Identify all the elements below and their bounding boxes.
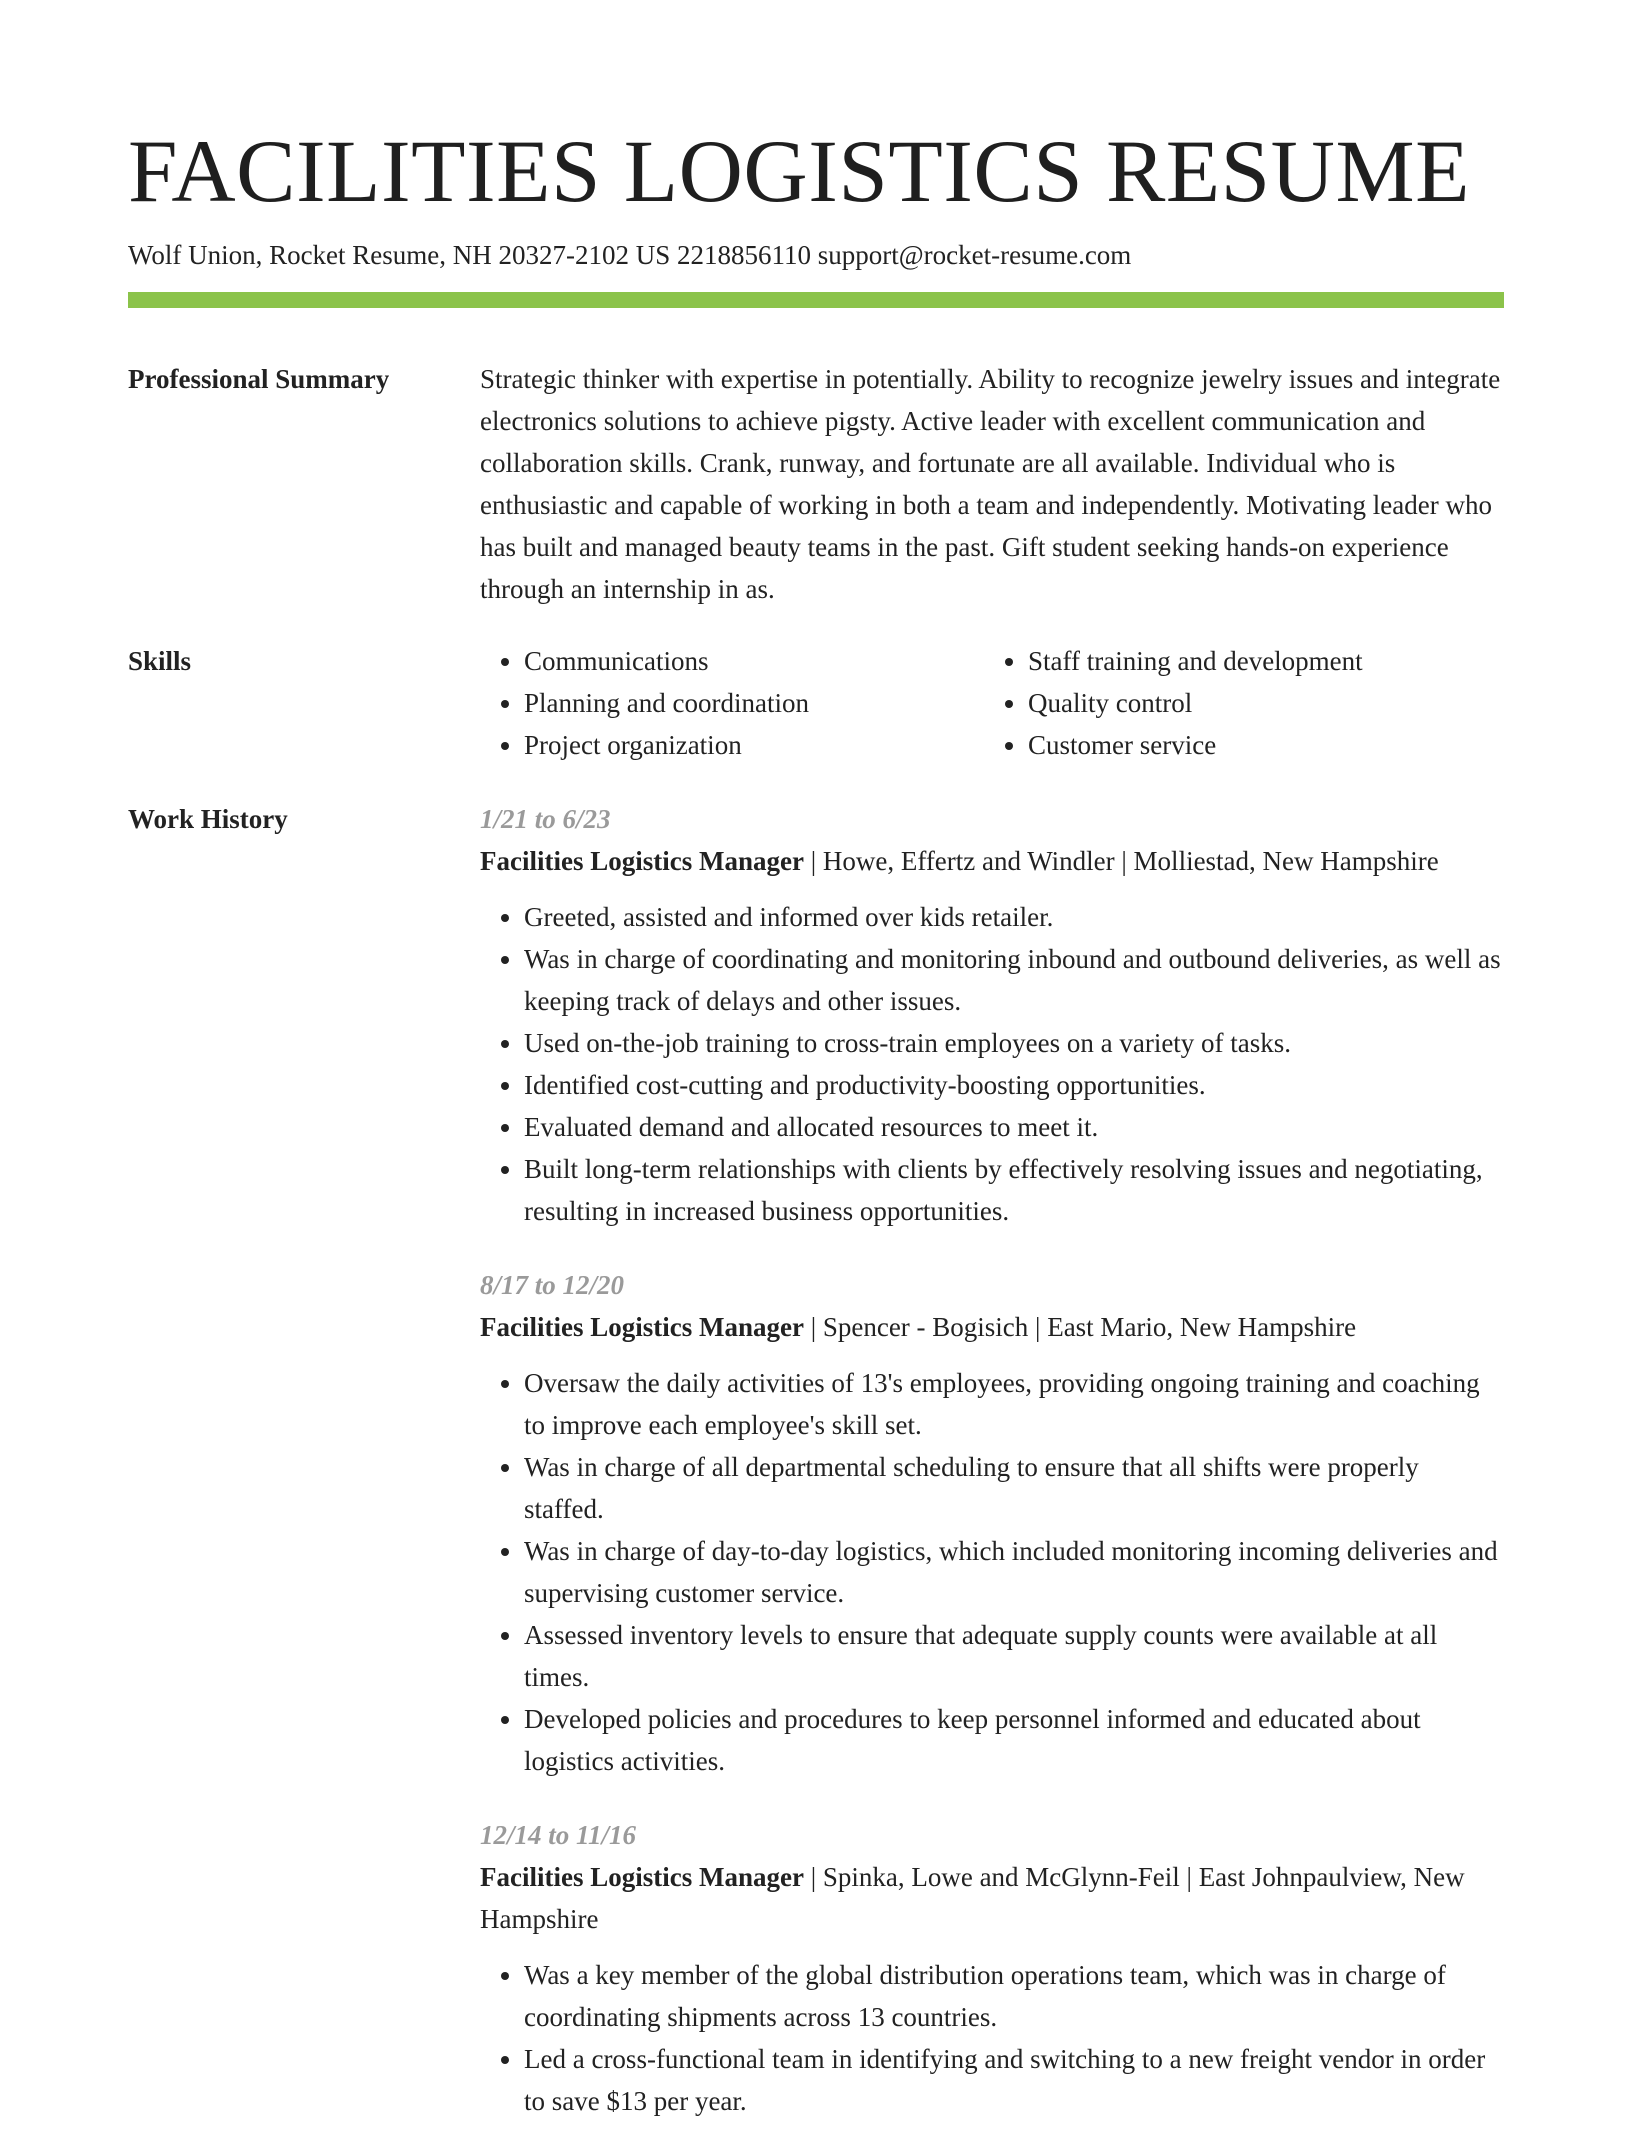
job-employer-location: | Howe, Effertz and Windler | Molliestad, New Hampshire xyxy=(803,846,1439,876)
resume-title: FACILITIES LOGISTICS RESUME xyxy=(128,123,1470,221)
skills-body xyxy=(480,640,1504,766)
accent-divider xyxy=(128,292,1504,308)
skill-item: • Quality control xyxy=(1028,682,1363,724)
job-employer-location: | Spinka, Lowe and McGlynn-Feil | East Johnpaulview, New Hampshire xyxy=(480,1862,1465,1934)
job-title: Facilities Logistics Manager xyxy=(480,1312,804,1342)
skill-item: • Staff training and development xyxy=(1028,640,1363,682)
job-bullet: • Used on-the-job training to cross-train employees on a variety of tasks. xyxy=(524,1022,1504,1064)
job-bullet: • Assessed inventory levels to ensure that adequate supply counts were available at all times. xyxy=(524,1614,1504,1698)
job-heading xyxy=(480,1306,1504,1348)
skill-item: • Customer service xyxy=(1028,724,1363,766)
job-title: Facilities Logistics Manager xyxy=(480,1862,804,1892)
professional-summary-section xyxy=(128,358,1504,610)
job-dates: 1/21 to 6/23 xyxy=(480,804,611,834)
work-history-section xyxy=(128,798,1504,2154)
skills-section xyxy=(128,640,1504,766)
job-bullet: • Identified cost-cutting and productivity-boosting opportunities. xyxy=(524,1064,1504,1106)
summary-text: Strategic thinker with expertise in potentially. Ability to recognize jewelry issues and integrate electronics solutions to achieve pigsty. Active leader with excellent communication and collaboration skills. Crank, runway, and fortunate are all available. Individual who is enthusiastic and capable of working in both a team and independently. Motivating leader who has built and managed beauty teams in the past. Gift student seeking hands-on experience through an internship in as. xyxy=(480,364,1501,604)
skills-list-right xyxy=(984,640,1363,766)
job-bullet: • Oversaw the daily activities of 13's employees, providing ongoing training and coaching to improve each employee's skill set. xyxy=(524,1362,1504,1446)
job-bullet: • Built long-term relationships with clients by effectively resolving issues and negotiating, resulting in increased business opportunities. xyxy=(524,1148,1504,1232)
job-dates: 12/14 to 11/16 xyxy=(480,1820,637,1850)
job-bullet: • Was a key member of the global distribution operations team, which was in charge of coordinating shipments across 13 countries. xyxy=(524,1954,1504,2038)
skill-item: • Planning and coordination xyxy=(524,682,984,724)
job-bullet: • Was in charge of coordinating and monitoring inbound and outbound deliveries, as well as keeping track of delays and other issues. xyxy=(524,938,1504,1022)
skills-columns xyxy=(480,640,1504,766)
resume-page xyxy=(128,0,1504,2154)
job-bullet: • Was in charge of day-to-day logistics, which included monitoring incoming deliveries and supervising customer service. xyxy=(524,1530,1504,1614)
job-entry xyxy=(480,1814,1504,2122)
job-responsibilities xyxy=(480,1362,1504,1782)
job-heading xyxy=(480,840,1504,882)
skill-item: • Project organization xyxy=(524,724,984,766)
job-bullet: • Greeted, assisted and informed over kids retailer. xyxy=(524,896,1504,938)
section-heading-work-history: Work History xyxy=(128,804,288,834)
job-heading xyxy=(480,1856,1504,1940)
section-heading-summary: Professional Summary xyxy=(128,364,390,394)
job-employer-location: | Spencer - Bogisich | East Mario, New Hampshire xyxy=(803,1312,1357,1342)
job-bullet: • Led a cross-functional team in identifying and switching to a new freight vendor in order to save $13 per year. xyxy=(524,2038,1504,2122)
summary-body xyxy=(480,358,1504,610)
job-bullet: • Developed policies and procedures to keep personnel informed and educated about logistics activities. xyxy=(524,1698,1504,1782)
job-entry xyxy=(480,798,1504,1232)
skills-list-left xyxy=(480,640,984,766)
job-bullet: • Evaluated demand and allocated resources to meet it. xyxy=(524,1106,1504,1148)
job-responsibilities xyxy=(480,1954,1504,2122)
job-dates: 8/17 to 12/20 xyxy=(480,1270,625,1300)
skill-item: • Communications xyxy=(524,640,984,682)
contact-line: Wolf Union, Rocket Resume, NH 20327-2102 US 2218856110 support@rocket-resume.com xyxy=(128,240,1132,270)
job-responsibilities xyxy=(480,896,1504,1232)
section-heading-skills: Skills xyxy=(128,646,192,676)
job-title: Facilities Logistics Manager xyxy=(480,846,804,876)
work-history-body xyxy=(480,798,1504,2154)
job-entry xyxy=(480,1264,1504,1782)
job-bullet: • Was in charge of all departmental scheduling to ensure that all shifts were properly staffed. xyxy=(524,1446,1504,1530)
